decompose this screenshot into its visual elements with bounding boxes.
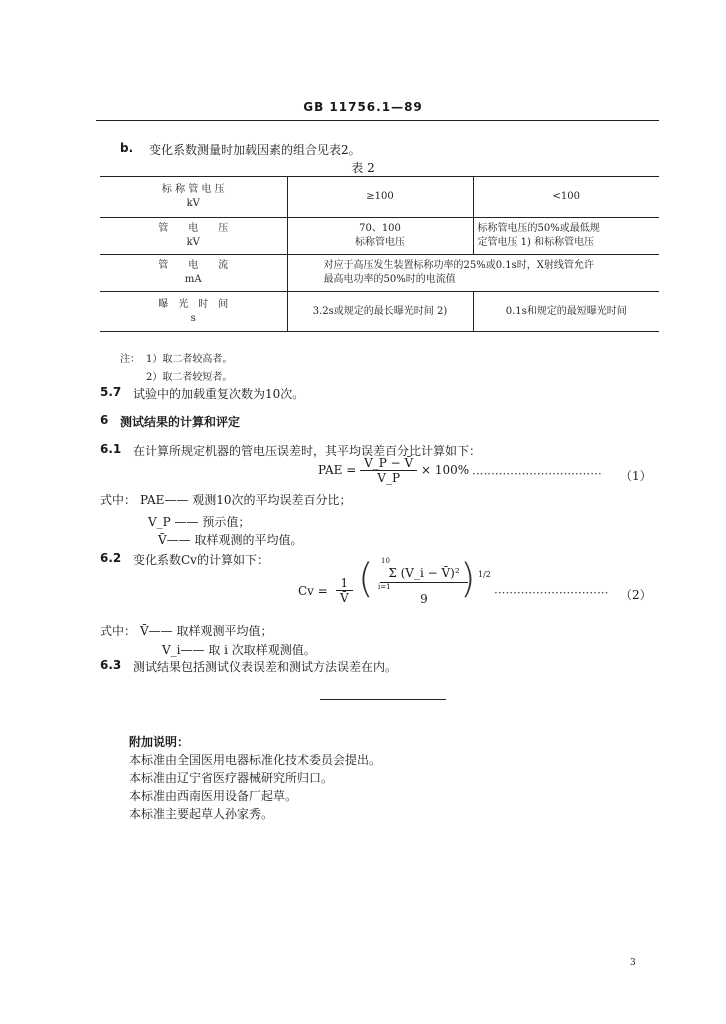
section-text: 变化系数Cv的计算如下： — [133, 553, 269, 567]
row-unit: kV — [186, 198, 200, 209]
table-cell: <100 — [473, 177, 659, 218]
eq-leader-dots: ······························ — [494, 586, 609, 600]
section-number: 6.3 — [100, 658, 122, 672]
table-cell: 3.2s或规定的最长曝光时间 2) — [287, 292, 473, 332]
right-bracket: ) — [460, 556, 476, 602]
eq-fraction — [360, 456, 417, 485]
note-1: 1）取二者较高者。 — [146, 354, 233, 365]
table-row — [100, 292, 659, 332]
eq-denominator: V_P — [377, 471, 401, 485]
sum-upper-limit: 10 — [381, 557, 390, 565]
table-row — [100, 218, 659, 255]
table-cell: 标称管电压的50%或最低规 — [477, 223, 600, 234]
table-row — [100, 255, 659, 292]
equation-1 — [318, 456, 469, 485]
table-cell: ≥100 — [287, 177, 473, 218]
notes-prefix: 注： — [120, 354, 140, 365]
section-text: 测试结果包括测试仪表误差和测试方法误差在内。 — [133, 660, 398, 674]
left-bracket: ( — [358, 556, 374, 602]
eq-leader-dots: ·································· — [472, 467, 602, 481]
eq-tag: （2） — [620, 588, 652, 602]
standard-header: GB 11756.1—89 — [303, 100, 423, 114]
appendix-title: 附加说明： — [129, 735, 190, 749]
eq2-vbar: V̄ — [340, 591, 349, 605]
table-row — [100, 177, 659, 218]
where-line: V_i—— 取 i 次取样观测值。 — [162, 643, 316, 657]
appendix-line: 本标准主要起草人孙家秀。 — [129, 807, 274, 821]
eq2-reciprocal — [336, 576, 353, 605]
section-number: 6.1 — [100, 442, 122, 456]
header-rule — [96, 120, 659, 121]
eq2-denominator: 9 — [420, 592, 428, 606]
row-unit: kV — [186, 237, 200, 248]
row-label: 标 称 管 电 压 — [161, 184, 225, 195]
where-line: PAE—— 观测10次的平均误差百分比； — [140, 493, 352, 507]
table-cell: 标称管电压 — [355, 237, 405, 248]
where-prefix: 式中： — [100, 493, 137, 507]
eq-numerator: V_P − V̄ — [360, 456, 417, 471]
separator-rule — [320, 699, 446, 700]
section-number: 6.2 — [100, 551, 122, 565]
load-factor-table — [100, 176, 659, 332]
row-label: 管 电 压 — [158, 223, 229, 234]
section-text: 试验中的加载重复次数为10次。 — [133, 387, 305, 401]
where-line: V̄—— 取样观测平均值； — [140, 624, 273, 638]
table-cell: 对应于高压发生装置标称功率的25%或0.1s时，X射线管允许 — [323, 260, 594, 271]
note-2: 2）取二者较短者。 — [146, 372, 233, 383]
row-unit: mA — [184, 274, 202, 285]
where-line: V_P —— 预示值； — [148, 515, 251, 529]
eq2-one: 1 — [336, 576, 353, 591]
appendix-line: 本标准由全国医用电器标准化技术委员会提出。 — [129, 753, 382, 767]
section-text: 在计算所规定机器的管电压误差时，其平均误差百分比计算如下： — [133, 444, 482, 458]
table-cell: 定管电压 1) 和标称管电压 — [477, 237, 595, 248]
sum-lower-limit: i=1 — [378, 583, 391, 591]
section-heading: 测试结果的计算和评定 — [120, 415, 241, 429]
table-cell: 70、100 — [359, 223, 401, 234]
eq-lhs: PAE = — [318, 463, 357, 477]
appendix-line: 本标准由西南医用设备厂起草。 — [129, 789, 298, 803]
where-line: V̄—— 取样观测的平均值。 — [158, 533, 303, 547]
row-label: 管 电 流 — [158, 260, 229, 271]
table-cell: 0.1s和规定的最短曝光时间 — [473, 292, 659, 332]
table-cell: 最高电功率的50%时的电流值 — [323, 274, 456, 285]
row-unit: s — [190, 312, 196, 324]
eq2-power: 1/2 — [478, 570, 491, 579]
table-caption: 表 2 — [351, 161, 375, 175]
eq2-lhs: Cv = — [298, 584, 328, 598]
eq-tail: × 100% — [421, 463, 470, 477]
section-number: 5.7 — [100, 385, 122, 399]
row-label: 曝 光 时 间 — [158, 298, 229, 310]
where-prefix: 式中： — [100, 624, 137, 638]
eq2-numerator: Σ (V_i − V̄)² — [380, 566, 468, 583]
eq-tag: （1） — [620, 469, 652, 483]
page-number: 3 — [630, 958, 636, 968]
item-b-marker: b. — [120, 141, 134, 155]
appendix-line: 本标准由辽宁省医疗器械研究所归口。 — [129, 771, 334, 785]
section-number: 6 — [100, 413, 109, 427]
item-b-text: 变化系数测量时加载因素的组合见表2。 — [149, 143, 361, 157]
